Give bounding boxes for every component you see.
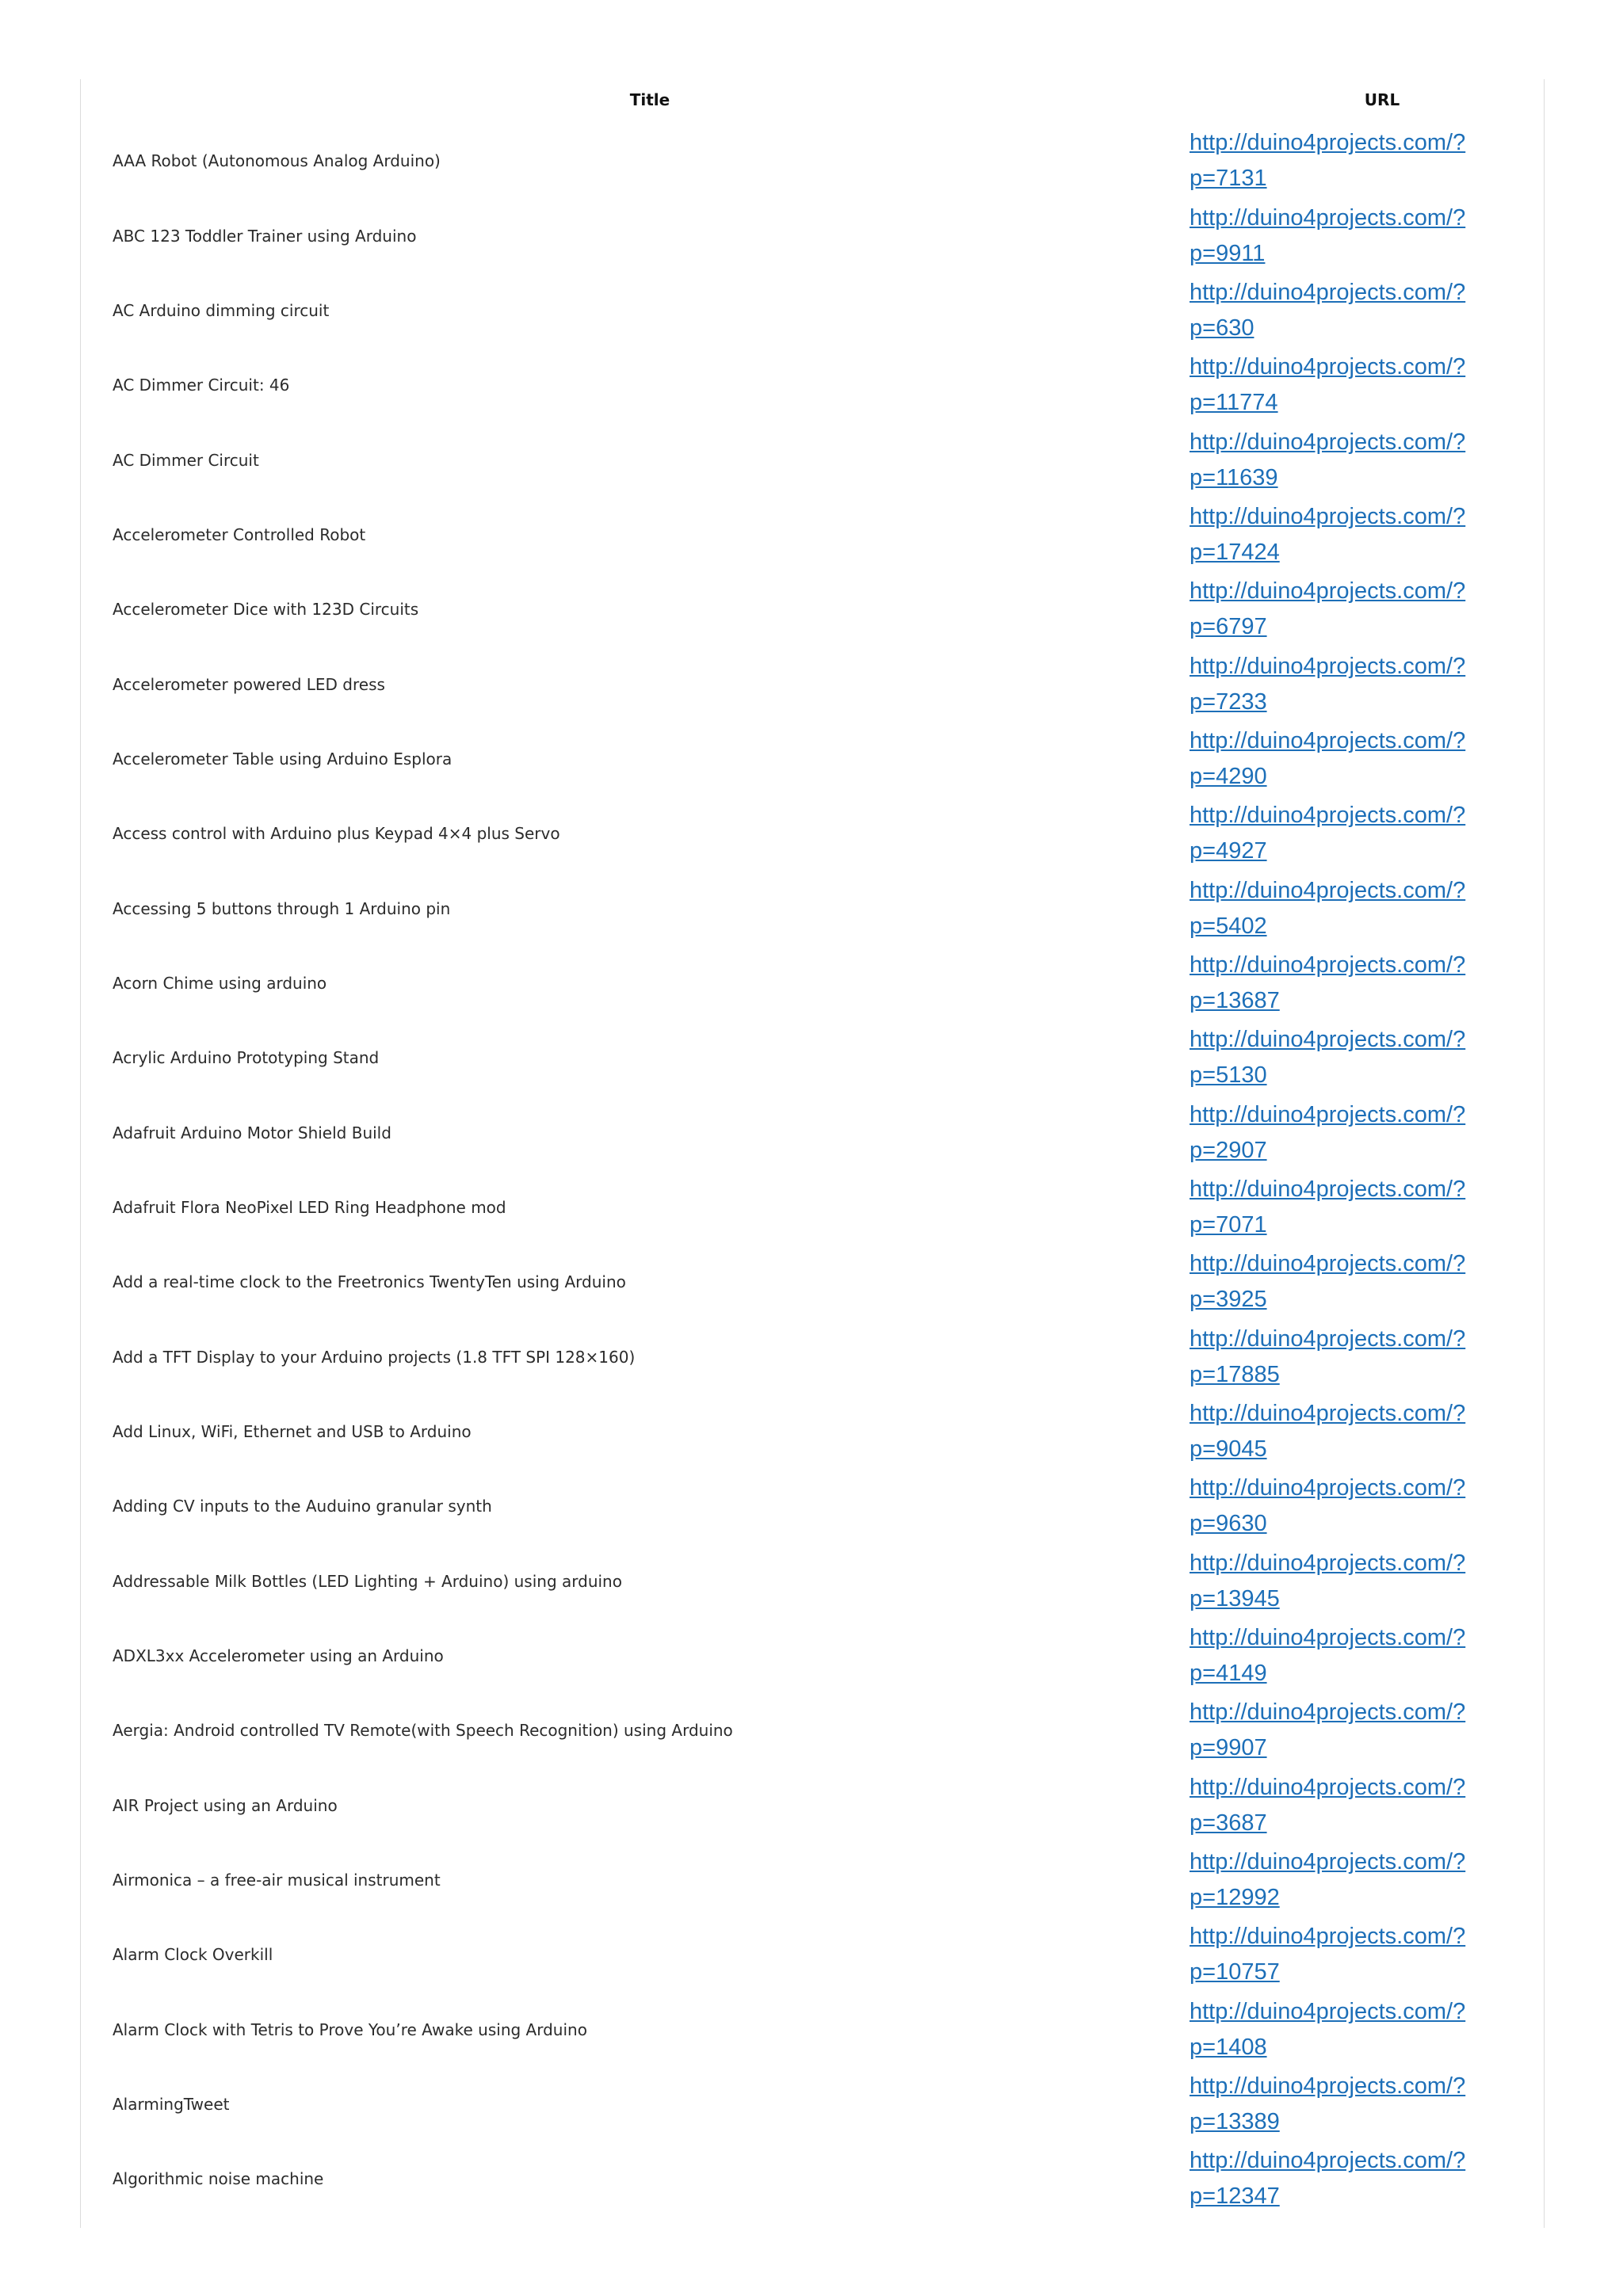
table-body	[81, 124, 1544, 2217]
project-url-link[interactable]: http://duino4projects.com/? p=11639	[1190, 429, 1466, 490]
project-url-link[interactable]: http://duino4projects.com/? p=1408	[1190, 1998, 1466, 2060]
column-header-url: URL	[1364, 90, 1400, 109]
project-title: ABC 123 Toddler Trainer using Arduino	[113, 226, 417, 246]
project-url-link[interactable]: http://duino4projects.com/? p=11774	[1190, 354, 1466, 416]
project-url-cell	[1190, 2142, 1507, 2216]
project-url-link[interactable]: http://duino4projects.com/? p=17885	[1190, 1325, 1466, 1387]
table-row	[81, 1394, 1544, 1469]
project-url-link[interactable]: http://duino4projects.com/? p=10757	[1190, 1924, 1466, 1985]
project-url-cell	[1190, 273, 1507, 348]
project-url-cell	[1190, 1768, 1507, 1843]
table-row	[81, 646, 1544, 721]
table-row	[81, 2067, 1544, 2142]
project-url-cell	[1190, 422, 1507, 497]
project-url-link[interactable]: http://duino4projects.com/? p=6797	[1190, 578, 1466, 640]
table-row	[81, 1993, 1544, 2067]
project-title: Access control with Arduino plus Keypad 4×4 plus Servo	[113, 824, 560, 844]
project-title: Algorithmic noise machine	[113, 2169, 324, 2189]
table-row	[81, 498, 1544, 572]
projects-table	[80, 79, 1545, 2228]
project-title: Accelerometer powered LED dress	[113, 674, 385, 694]
project-url-cell	[1190, 2067, 1507, 2142]
table-row	[81, 1544, 1544, 1619]
project-url-link[interactable]: http://duino4projects.com/? p=4290	[1190, 727, 1466, 789]
project-title: Accelerometer Dice with 123D Circuits	[113, 600, 419, 620]
project-url-link[interactable]: http://duino4projects.com/? p=2907	[1190, 1101, 1466, 1163]
project-title: AIR Project using an Arduino	[113, 1795, 338, 1815]
project-url-link[interactable]: http://duino4projects.com/? p=7233	[1190, 653, 1466, 715]
project-url-link[interactable]: http://duino4projects.com/? p=13687	[1190, 952, 1466, 1013]
table-header-row	[81, 79, 1544, 124]
project-url-link[interactable]: http://duino4projects.com/? p=9045	[1190, 1401, 1466, 1463]
project-title: Alarm Clock Overkill	[113, 1945, 273, 1965]
project-url-cell	[1190, 1917, 1507, 1992]
project-url-cell	[1190, 646, 1507, 721]
table-row	[81, 1170, 1544, 1245]
project-url-link[interactable]: http://duino4projects.com/? p=3687	[1190, 1774, 1466, 1836]
project-title: Accelerometer Table using Arduino Esplora	[113, 749, 453, 769]
project-url-link[interactable]: http://duino4projects.com/? p=13945	[1190, 1550, 1466, 1611]
table-row	[81, 198, 1544, 273]
table-row	[81, 1843, 1544, 1917]
project-title: Adafruit Flora NeoPixel LED Ring Headphone mod	[113, 1197, 506, 1217]
project-title: Aergia: Android controlled TV Remote(with Speech Recognition) using Arduino	[113, 1721, 733, 1741]
project-title: Addressable Milk Bottles (LED Lighting + Arduino) using arduino	[113, 1571, 622, 1591]
project-title: Acorn Chime using arduino	[113, 973, 327, 993]
project-title: AC Dimmer Circuit	[113, 450, 259, 470]
column-header-title: Title	[629, 90, 670, 109]
project-title: AC Arduino dimming circuit	[113, 300, 330, 320]
project-url-cell	[1190, 348, 1507, 422]
table-row	[81, 273, 1544, 348]
table-row	[81, 1917, 1544, 1992]
project-title: ADXL3xx Accelerometer using an Arduino	[113, 1646, 444, 1666]
table-row	[81, 722, 1544, 796]
project-title: Add a real-time clock to the Freetronics TwentyTen using Arduino	[113, 1272, 626, 1292]
project-title: Add a TFT Display to your Arduino projects (1.8 TFT SPI 128×160)	[113, 1347, 636, 1367]
project-url-cell	[1190, 1394, 1507, 1469]
project-title: Airmonica – a free-air musical instrument	[113, 1871, 441, 1890]
table-row	[81, 1619, 1544, 1693]
project-url-link[interactable]: http://duino4projects.com/? p=4927	[1190, 803, 1466, 864]
table-row	[81, 946, 1544, 1020]
project-title: AAA Robot (Autonomous Analog Arduino)	[113, 151, 441, 171]
project-url-cell	[1190, 796, 1507, 871]
project-title: Add Linux, WiFi, Ethernet and USB to Arduino	[113, 1422, 472, 1442]
project-url-link[interactable]: http://duino4projects.com/? p=5402	[1190, 877, 1466, 939]
project-title: Alarm Clock with Tetris to Prove You’re Awake using Arduino	[113, 2019, 587, 2039]
table-row	[81, 1693, 1544, 1768]
project-title: Accelerometer Controlled Robot	[113, 524, 366, 544]
project-url-link[interactable]: http://duino4projects.com/? p=12992	[1190, 1849, 1466, 1911]
project-title: Acrylic Arduino Prototyping Stand	[113, 1048, 380, 1068]
project-url-cell	[1190, 498, 1507, 572]
project-url-cell	[1190, 198, 1507, 273]
table-row	[81, 2142, 1544, 2216]
project-url-link[interactable]: http://duino4projects.com/? p=630	[1190, 279, 1466, 341]
project-url-cell	[1190, 722, 1507, 796]
project-title: Adding CV inputs to the Auduino granular synth	[113, 1497, 492, 1516]
project-url-cell	[1190, 1469, 1507, 1543]
project-url-link[interactable]: http://duino4projects.com/? p=13389	[1190, 2073, 1466, 2135]
project-url-cell	[1190, 1544, 1507, 1619]
project-url-cell	[1190, 1170, 1507, 1245]
project-url-link[interactable]: http://duino4projects.com/? p=9630	[1190, 1475, 1466, 1537]
project-url-cell	[1190, 1320, 1507, 1394]
project-url-cell	[1190, 1993, 1507, 2067]
project-url-cell	[1190, 1619, 1507, 1693]
project-url-link[interactable]: http://duino4projects.com/? p=4149	[1190, 1625, 1466, 1687]
project-title: AlarmingTweet	[113, 2095, 230, 2115]
project-title: AC Dimmer Circuit: 46	[113, 376, 290, 395]
table-row	[81, 124, 1544, 198]
project-url-cell	[1190, 1245, 1507, 1319]
project-url-link[interactable]: http://duino4projects.com/? p=5130	[1190, 1027, 1466, 1089]
project-url-cell	[1190, 1843, 1507, 1917]
project-url-link[interactable]: http://duino4projects.com/? p=12347	[1190, 2148, 1466, 2210]
project-url-cell	[1190, 946, 1507, 1020]
table-row	[81, 1020, 1544, 1095]
table-row	[81, 1245, 1544, 1319]
project-title: Adafruit Arduino Motor Shield Build	[113, 1123, 391, 1142]
table-row	[81, 572, 1544, 646]
project-url-link[interactable]: http://duino4projects.com/? p=9911	[1190, 204, 1466, 266]
project-url-cell	[1190, 1693, 1507, 1768]
project-url-link[interactable]: http://duino4projects.com/? p=7071	[1190, 1176, 1466, 1238]
table-row	[81, 1469, 1544, 1543]
table-row	[81, 348, 1544, 422]
table-row	[81, 796, 1544, 871]
table-row	[81, 422, 1544, 497]
project-url-cell	[1190, 1095, 1507, 1169]
project-url-cell	[1190, 1020, 1507, 1095]
project-url-cell	[1190, 572, 1507, 646]
project-url-cell	[1190, 871, 1507, 945]
table-row	[81, 1320, 1544, 1394]
table-row	[81, 1768, 1544, 1843]
table-row	[81, 1095, 1544, 1169]
table-row	[81, 871, 1544, 945]
project-url-link[interactable]: http://duino4projects.com/? p=3925	[1190, 1251, 1466, 1313]
project-url-link[interactable]: http://duino4projects.com/? p=17424	[1190, 503, 1466, 565]
project-title: Accessing 5 buttons through 1 Arduino pin	[113, 898, 451, 918]
project-url-link[interactable]: http://duino4projects.com/? p=9907	[1190, 1699, 1466, 1761]
project-url-cell	[1190, 124, 1507, 198]
project-url-link[interactable]: http://duino4projects.com/? p=7131	[1190, 130, 1466, 192]
